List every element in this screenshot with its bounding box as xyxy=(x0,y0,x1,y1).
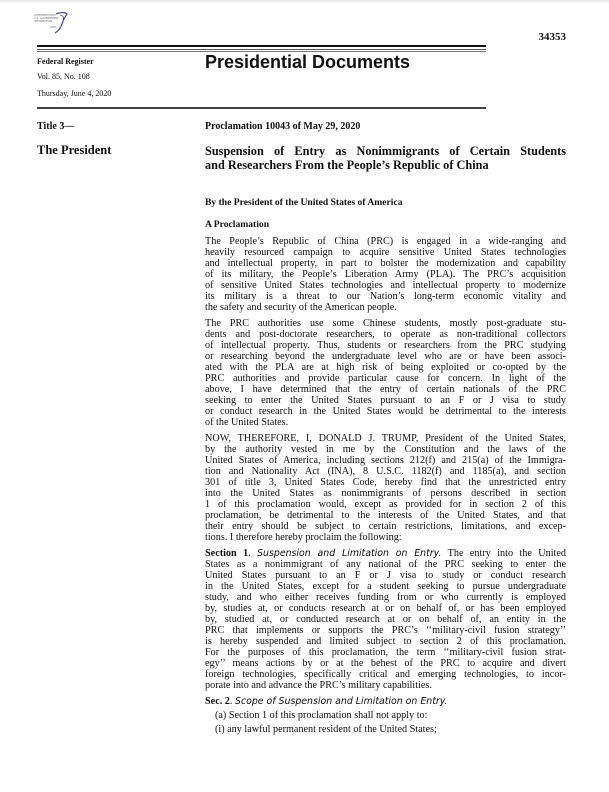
subsection-item: (a) Section 1 of this proclamation shall not apply to: xyxy=(215,710,428,721)
paragraph xyxy=(205,433,566,543)
document-title-line: Suspension of Entry as Nonimmigrants of Certain Students xyxy=(205,144,566,158)
text-line: or researching beyond the undergraduate level who are or have been associ- xyxy=(205,351,566,362)
document-title xyxy=(205,144,566,172)
text-line: by the authority vested in me by the Constitution and the laws of the xyxy=(205,444,566,455)
svg-text:INFORMATION: INFORMATION xyxy=(34,20,53,23)
text-line: dents and post-doctorate researchers, to operate as non-traditional collectors xyxy=(205,329,566,340)
volume-number: Vol. 85, No. 108 xyxy=(37,72,90,81)
section-label: Sec. 2 xyxy=(205,696,230,707)
text-line: seeking to enter the United States pursuant to an F or J visa to study xyxy=(205,395,566,406)
document-body xyxy=(205,236,566,740)
text-line: 1 of this proclamation would, except as provided for in section 2 of this xyxy=(205,499,566,510)
section-1 xyxy=(205,548,566,691)
text-line: their entry should be subject to certain restrictions, limitations, and excep- xyxy=(205,521,566,532)
text-line: foreign technologies, specifically critical and emerging technologies, to incor- xyxy=(205,669,566,680)
svg-text:U.S. GOVERNMENT: U.S. GOVERNMENT xyxy=(34,17,59,20)
text-line: heavily resourced campaign to acquire sensitive United States technologies xyxy=(205,247,566,258)
text-line: egy’’ means actions by or at the behest of the PRC to acquire and divert xyxy=(205,658,566,669)
text-line: of sensitive United States technologies and intellectual property to modernize xyxy=(205,280,566,291)
publication-date: Thursday, June 4, 2020 xyxy=(37,89,112,98)
text-line: United States pursuant to an F or J visa to study or conduct research xyxy=(205,570,566,581)
text-line: 301 of title 3, United States Code, hereby find that the unrestricted entry xyxy=(205,477,566,488)
text-line: tion and Nationality Act (INA), 8 U.S.C. 1182(f) and 1185(a), and section xyxy=(205,466,566,477)
text-line: by, studied at, or conducted research at or on behalf of, an entity in the xyxy=(205,614,566,625)
text-line: is hereby suspended and limited subject to section 2 of this proclamation. xyxy=(205,636,566,647)
section-title: Presidential Documents xyxy=(205,52,411,72)
text-line: The PRC authorities use some Chinese students, mostly post-graduate stu- xyxy=(205,318,566,329)
svg-text:GPO: GPO xyxy=(50,25,57,29)
register-name: Federal Register xyxy=(37,57,94,66)
paragraph xyxy=(205,318,566,428)
title-name: The President xyxy=(37,143,112,157)
proclamation-number: Proclamation 10043 of May 29, 2020 xyxy=(205,121,361,132)
text-line: its military is a threat to our Nation’s long-term economic vitality and xyxy=(205,291,566,302)
text-line: porate into and advance the PRC’s military capabilities. xyxy=(205,680,432,691)
svg-text:AUTHENTICATED: AUTHENTICATED xyxy=(34,14,56,17)
section-heading: Suspension and Limitation on Entry. xyxy=(257,548,442,559)
header-bottom-rule xyxy=(37,107,486,109)
text-line: above, I have determined that the entry of certain nationals of the PRC xyxy=(205,384,566,395)
text-line: into the United States as nonimmigrants of persons described in section xyxy=(205,488,566,499)
text-line: United States of America, including sections 212(f) and 215(a) of the Immigra- xyxy=(205,455,566,466)
section-text: The entry into the United xyxy=(447,548,566,559)
title-number: Title 3— xyxy=(37,121,75,132)
section-2 xyxy=(205,696,566,735)
gpo-authentication-logo xyxy=(34,10,84,34)
text-line: ated with the PLA are at high risk of being exploited or co-opted by the xyxy=(205,362,566,373)
text-line: study, and who either receives funding from or who currently is employed xyxy=(205,592,566,603)
text-line: in the United States, except for a student seeking to pursue undergraduate xyxy=(205,581,566,592)
text-line: States as a nonimmigrant of any national of the PRC seeking to enter the xyxy=(205,559,566,570)
section-heading: Scope of Suspension and Limitation on Entry. xyxy=(235,696,448,707)
byline: By the President of the United States of America xyxy=(205,197,403,208)
text-line: NOW, THEREFORE, I, DONALD J. TRUMP, President of the United States, xyxy=(205,433,566,444)
text-line: PRC that implements or supports the PRC’s ‘‘military-civil fusion strategy’’ xyxy=(205,625,566,636)
text-line: and intellectual property, in part to bolster the modernization and capability xyxy=(205,258,566,269)
text-line: the safety and security of the American people. xyxy=(205,302,397,313)
page-number: 34353 xyxy=(538,31,566,43)
text-line: of its military, the People’s Liberation Army (PLA). The PRC’s acquisition xyxy=(205,269,566,280)
text-line: The People’s Republic of China (PRC) is engaged in a wide-ranging and xyxy=(205,236,566,247)
text-line: by, studies at, or conducts research at or on behalf of, or has been employed xyxy=(205,603,566,614)
section-2-heading-line: Sec. 2. Scope of Suspension and Limitation on Entry. xyxy=(205,696,448,707)
text-line: of intellectual property. Thus, students or researchers from the PRC studying xyxy=(205,340,566,351)
text-line: tions. I therefore hereby proclaim the following: xyxy=(205,532,402,543)
page-shadow xyxy=(0,0,609,4)
header-rule-thin xyxy=(37,49,486,50)
section-label: Section 1 xyxy=(205,548,249,559)
text-line: PRC authorities and provide particular cause for concern. In light of the xyxy=(205,373,566,384)
text-line: proclamation, be detrimental to the interests of the United States, and that xyxy=(205,510,566,521)
subsection-item: (i) any lawful permanent resident of the United States; xyxy=(215,724,437,735)
section-1-first-line: Section 1. Suspension and Limitation on Entry. The entry into the United xyxy=(205,548,566,559)
header-rule-thick xyxy=(37,45,486,47)
document-type: A Proclamation xyxy=(205,219,270,230)
text-line: or conduct research in the United States would be detrimental to the interests xyxy=(205,406,566,417)
paragraph xyxy=(205,236,566,313)
document-title-line: and Researchers From the People’s Republic of China xyxy=(205,158,489,172)
text-line: For the purposes of this proclamation, the term ‘‘military-civil fusion strat- xyxy=(205,647,566,658)
text-line: of the United States. xyxy=(205,417,289,428)
